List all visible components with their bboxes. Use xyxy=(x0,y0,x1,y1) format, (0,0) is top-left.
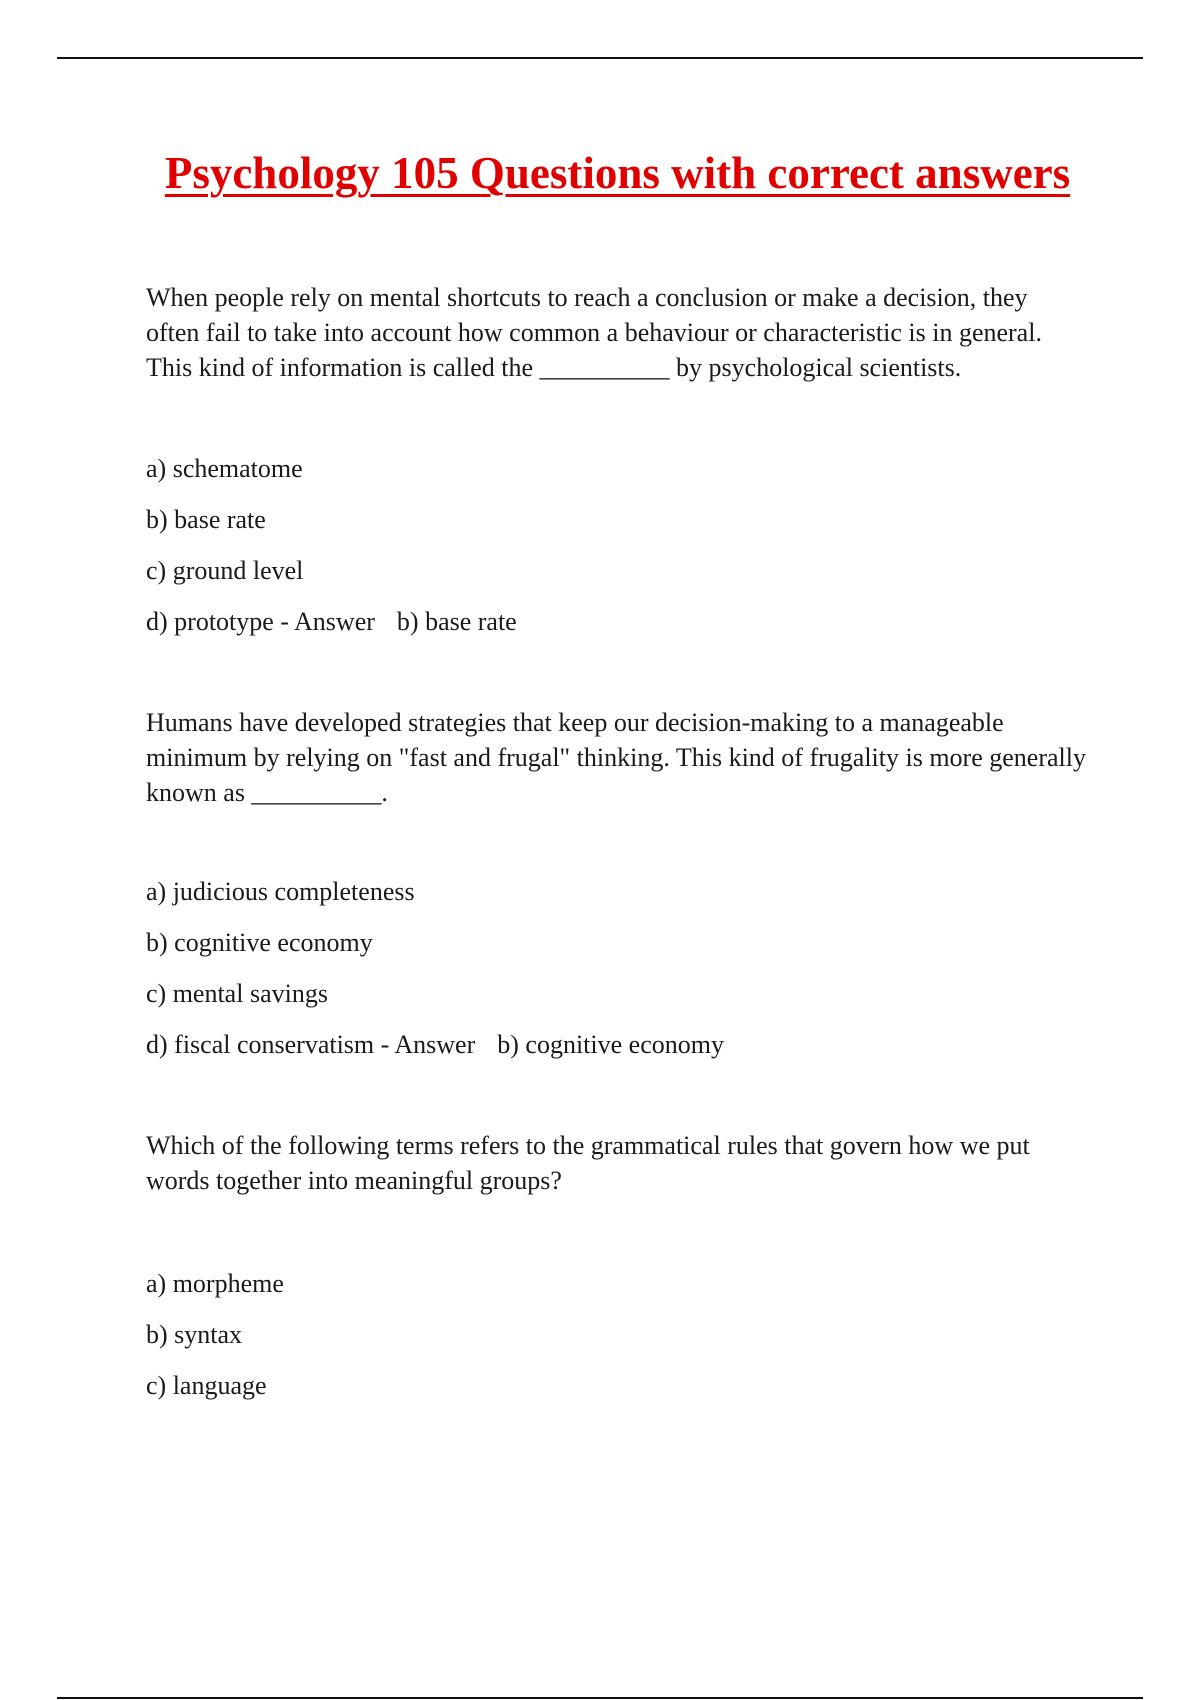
option-d-with-answer xyxy=(146,1027,1086,1078)
correct-answer: b) base rate xyxy=(396,607,517,636)
option-d: d) fiscal conservatism - Answer xyxy=(146,1030,476,1059)
top-rule xyxy=(57,57,1143,59)
document-body xyxy=(146,280,1093,1469)
question-block-3 xyxy=(146,1128,1086,1419)
correct-answer: b) cognitive economy xyxy=(497,1030,724,1059)
question-block-1 xyxy=(146,280,1086,655)
question-text: When people rely on mental shortcuts to reach a conclusion or make a decision, they often fail to take into account how common a behaviour or characteristic is in general. This kind of information is called the __________ by psychological scientists. xyxy=(146,283,1048,382)
option-a: a) judicious completeness xyxy=(146,877,415,906)
option-b: b) syntax xyxy=(146,1320,243,1349)
question-text: Which of the following terms refers to the grammatical rules that govern how we put words together into meaningful groups? xyxy=(146,1131,1037,1195)
option-list xyxy=(146,1266,1086,1419)
option-b: b) cognitive economy xyxy=(146,928,373,957)
option-a: a) schematome xyxy=(146,454,303,483)
option-d-with-answer xyxy=(146,604,1086,655)
option-b: b) base rate xyxy=(146,505,266,534)
document-title: Psychology 105 Questions with correct answers xyxy=(164,148,1071,198)
question-block-2 xyxy=(146,705,1093,1078)
question-text: Humans have developed strategies that keep our decision-making to a manageable minimum by relying on "fast and frugal" thinking. This kind of frugality is more generally known as __________. xyxy=(146,708,1093,807)
option-list xyxy=(146,451,1086,655)
option-a: a) morpheme xyxy=(146,1269,284,1298)
option-c: c) language xyxy=(146,1371,267,1400)
option-c: c) mental savings xyxy=(146,979,328,1008)
bottom-rule xyxy=(57,1697,1143,1699)
option-d: d) prototype - Answer xyxy=(146,607,375,636)
option-c: c) ground level xyxy=(146,556,304,585)
option-list xyxy=(146,874,1086,1078)
